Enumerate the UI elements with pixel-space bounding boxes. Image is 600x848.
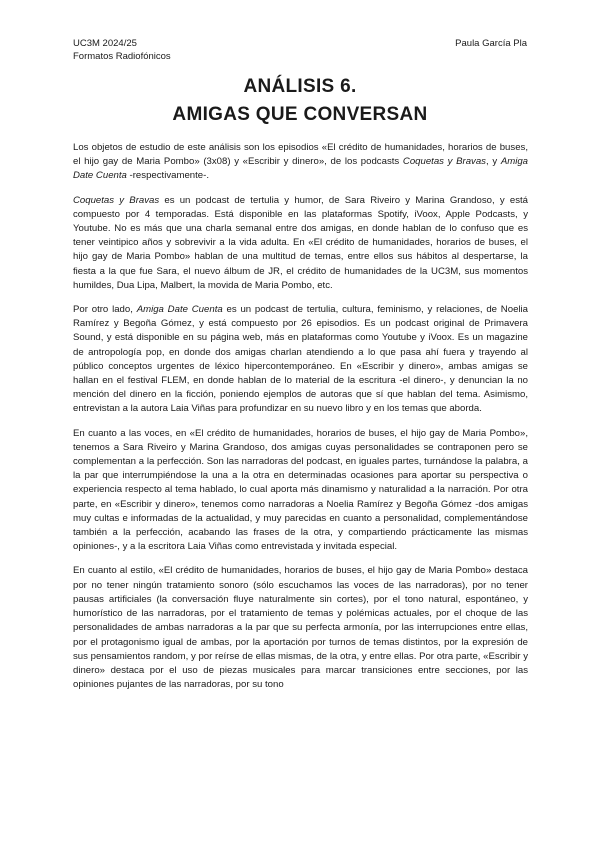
text-run: , y <box>485 156 501 168</box>
document-title <box>0 73 600 129</box>
title-line-1: ANÁLISIS 6. <box>243 76 357 97</box>
paragraph-style: En cuanto al estilo, «El crédito de humanidades, horarios de buses, el hijo gay de Maria Pombo» destaca por no tener ningún tratamiento sonoro (sólo escuchamos las voces de las narradoras), por no tener pausas artificiales (la conversación fluye naturalmente sin cortes), por el tono natural, espontáneo, y humorístico de las narradoras, por el tratamiento de temas y polémicas actuales, por el choque de las personalidades de ambas narradoras a la par que su perfecta armonía, por las interrupciones entre ellas, por el protagonismo igual de ambas, por la aportación por turnos de temas distintos, por la expresión de sus pensamientos random, y por reírse de ellas mismas, de la otra, y entre ellas. Por otra parte, «Escribir y dinero» destaca por el uso de piezas musicales para marcar transiciones entre secciones, por las opiniones pujantes de las narradoras, por su tono <box>73 565 528 691</box>
header-course-year: UC3M 2024/25 <box>73 38 137 49</box>
title-line-2: AMIGAS QUE CONVERSAN <box>172 104 428 125</box>
text-run: es un podcast de tertulia y humor, de Sara Riveiro y Marina Grandoso, y está compuesto por 4 temporadas. Está disponible en las plataformas Spotify, iVoox, Apple Podcasts, y Youtube. No es más que una charla semanal entre dos amigas, en donde hablan de lo confuso que es tener veintipico años y sobrevivir a la vida adulta. En «El crédito de humanidades, horarios de buses, el hijo gay de Maria Pombo» hablan de una multitud de temas, entre ellos sus hábitos al despertarse, la fiesta a la que fue Sara, el nuevo álbum de JR, el crédito de humanidades de la UC3M, sus momentos humildes, Dua Lipa, Malbert, la movida de Maria Pombo, etc. <box>73 194 528 291</box>
podcast-title: Amiga Date Cuenta <box>136 304 223 316</box>
header-author: Paula García Pla <box>455 38 527 49</box>
podcast-title: Coquetas y Bravas <box>73 194 160 206</box>
paragraph-amiga <box>73 303 528 417</box>
paragraph-intro <box>73 141 528 184</box>
text-run: -respectivamente-. <box>126 170 209 182</box>
text-run: Los objetos de estudio de este análisis son los episodios «El crédito de humanidades, horarios de buses, el hijo gay de Maria Pombo» (3x08) y «Escribir y dinero», de los podcasts <box>73 142 528 168</box>
text-run: Por otro lado, <box>73 304 137 316</box>
header-subject: Formatos Radiofónicos <box>73 51 171 62</box>
podcast-title: Coquetas y Bravas <box>402 156 486 168</box>
text-run: es un podcast de tertulia, cultura, feminismo, y relaciones, de Noelia Ramírez y Begoña Gómez, y está compuesto por 26 episodios. Es un podcast original de Primavera Sound, y está disponible en su página web, más en plataformas como Youtube y iVoox. Es un magazine de antropología pop, en donde dos amigas charlan atendiendo a lo que pasa ahí fuera y trayendo al público conceptos urgentes de léxico hipercontemporáneo. En «Escribir y dinero», ambas amigas se hallan en el festival FLEM, en donde hablan de lo material de la escritura -el dinero-, y denuncian la no mención del dinero en la ficción, poniendo ejemplos de autoras que sí que hablan del tema. Asimismo, entrevistan a la autora Laia Viñas para profundizar en su nuevo libro y en los temas que aborda. <box>73 304 528 415</box>
paragraph-voices: En cuanto a las voces, en «El crédito de humanidades, horarios de buses, el hijo gay de Maria Pombo», tenemos a Sara Riveiro y Marina Grandoso, dos amigas cuyas personalidades se contraponen pero se complementan a la perfección. Son las narradoras del podcast, en iguales partes, turnándose la palabra, a la par que interrumpiéndose la una a la otra en determinadas ocasiones para aportar su perspectiva o experiencia respecto al tema hablado, lo cual aporta más dinamismo y naturalidad a la narración. Por otra parte, en «Escribir y dinero», tenemos como narradoras a Noelia Ramírez y Begoña Gómez -dos amigas muy cultas e informadas de la actualidad, y muy parecidas en cuanto a personalidad, complementándose también a la perfección, acabando las frases de la otra, y compartiendo prácticamente las mismas opiniones-, y a la escritora Laia Viñas como entrevistada y invitada especial. <box>73 427 528 553</box>
document-body <box>73 141 528 702</box>
podcast-title: Amiga Date Cuenta <box>73 156 529 182</box>
header-left <box>73 37 171 63</box>
paragraph-coquetas <box>73 194 528 293</box>
